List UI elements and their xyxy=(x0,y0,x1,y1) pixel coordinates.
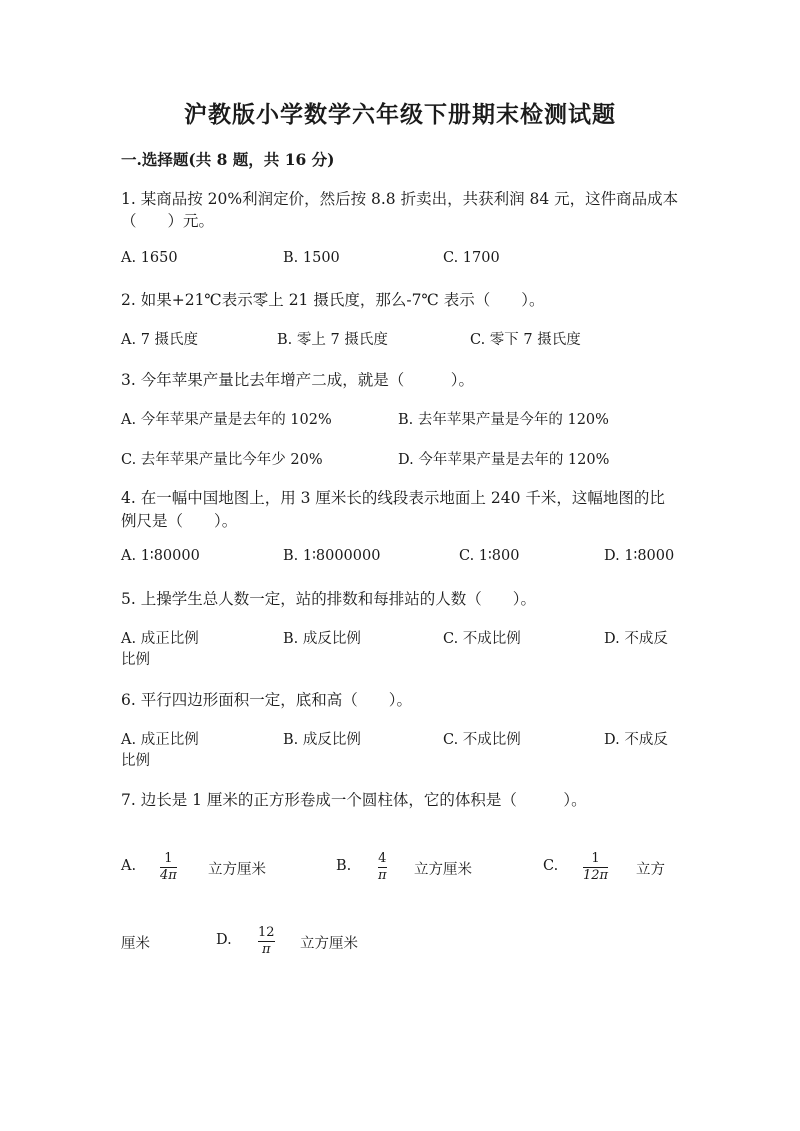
q6-option-b[interactable]: B. 成反比例 xyxy=(283,732,361,748)
question-5-text: 5. 上操学生总人数一定，站的排数和每排站的人数（ ）。 xyxy=(121,590,536,608)
page-title: 沪教版小学数学六年级下册期末检测试题 xyxy=(184,101,616,128)
question-1-text: 1. 某商品按 20%利润定价，然后按 8.8 折卖出，共获利润 84 元，这件商品成本 xyxy=(121,190,679,208)
q6-option-d-wrap: 比例 xyxy=(121,753,150,769)
q2-option-a[interactable]: A. 7 摄氏度 xyxy=(121,332,199,348)
section-heading: 一.选择题(共 8 题，共 16 分) xyxy=(121,150,335,169)
q3-option-a[interactable]: A. 今年苹果产量是去年的 102% xyxy=(121,412,332,428)
q7-option-a-label[interactable]: A. xyxy=(121,858,137,874)
q7-option-a-fraction xyxy=(160,851,177,884)
fraction-numerator: 12 xyxy=(258,925,275,940)
q6-option-c[interactable]: C. 不成比例 xyxy=(443,732,521,748)
q7-option-c-unit-wrap: 厘米 xyxy=(121,936,150,952)
question-6-text: 6. 平行四边形面积一定，底和高（ ）。 xyxy=(121,691,412,709)
q2-option-b[interactable]: B. 零上 7 摄氏度 xyxy=(277,332,388,348)
q7-option-c-unit: 立方 xyxy=(636,862,665,878)
q2-option-c[interactable]: C. 零下 7 摄氏度 xyxy=(470,332,581,348)
question-2-text: 2. 如果+21℃表示零上 21 摄氏度，那么-7℃ 表示（ ）。 xyxy=(121,291,545,309)
q6-option-a[interactable]: A. 成正比例 xyxy=(121,732,199,748)
fraction-numerator: 4 xyxy=(378,851,387,866)
q7-option-b-label[interactable]: B. xyxy=(336,858,352,874)
q1-option-b[interactable]: B. 1500 xyxy=(283,250,340,266)
fraction-denominator: 4π xyxy=(160,868,177,883)
q7-option-c-label[interactable]: C. xyxy=(543,858,559,874)
q5-option-a[interactable]: A. 成正比例 xyxy=(121,631,199,647)
question-1-text-cont: （ ）元。 xyxy=(121,212,215,230)
q3-option-d[interactable]: D. 今年苹果产量是去年的 120% xyxy=(398,452,610,468)
fraction-denominator: π xyxy=(262,942,271,957)
q7-option-a-unit: 立方厘米 xyxy=(208,862,266,878)
q1-option-c[interactable]: C. 1700 xyxy=(443,250,500,266)
question-3-text: 3. 今年苹果产量比去年增产二成，就是（ ）。 xyxy=(121,371,474,389)
q4-option-c[interactable]: C. 1∶800 xyxy=(459,548,520,564)
q5-option-b[interactable]: B. 成反比例 xyxy=(283,631,361,647)
q5-option-d[interactable]: D. 不成反 xyxy=(604,631,668,647)
fraction-numerator: 1 xyxy=(591,851,600,866)
q1-option-a[interactable]: A. 1650 xyxy=(121,250,178,266)
fraction-denominator: 12π xyxy=(583,868,609,883)
q4-option-d[interactable]: D. 1∶8000 xyxy=(604,548,675,564)
q7-option-d-unit: 立方厘米 xyxy=(300,936,358,952)
fraction-numerator: 1 xyxy=(164,851,173,866)
q3-option-c[interactable]: C. 去年苹果产量比今年少 20% xyxy=(121,452,323,468)
q7-option-b-fraction xyxy=(378,851,387,884)
q3-option-b[interactable]: B. 去年苹果产量是今年的 120% xyxy=(398,412,609,428)
question-7-text: 7. 边长是 1 厘米的正方形卷成一个圆柱体，它的体积是（ ）。 xyxy=(121,791,587,809)
q7-option-b-unit: 立方厘米 xyxy=(414,862,472,878)
q7-option-c-fraction xyxy=(583,851,608,884)
question-4-text: 4. 在一幅中国地图上，用 3 厘米长的线段表示地面上 240 千米，这幅地图的比 xyxy=(121,489,665,507)
q4-option-b[interactable]: B. 1∶8000000 xyxy=(283,548,381,564)
q7-option-d-label[interactable]: D. xyxy=(216,932,232,948)
q5-option-c[interactable]: C. 不成比例 xyxy=(443,631,521,647)
q4-option-a[interactable]: A. 1∶80000 xyxy=(121,548,200,564)
q7-option-d-fraction xyxy=(258,925,275,958)
q5-option-d-wrap: 比例 xyxy=(121,652,150,668)
question-4-text-cont: 例尺是（ ）。 xyxy=(121,512,238,530)
q6-option-d[interactable]: D. 不成反 xyxy=(604,732,668,748)
fraction-denominator: π xyxy=(378,868,387,883)
